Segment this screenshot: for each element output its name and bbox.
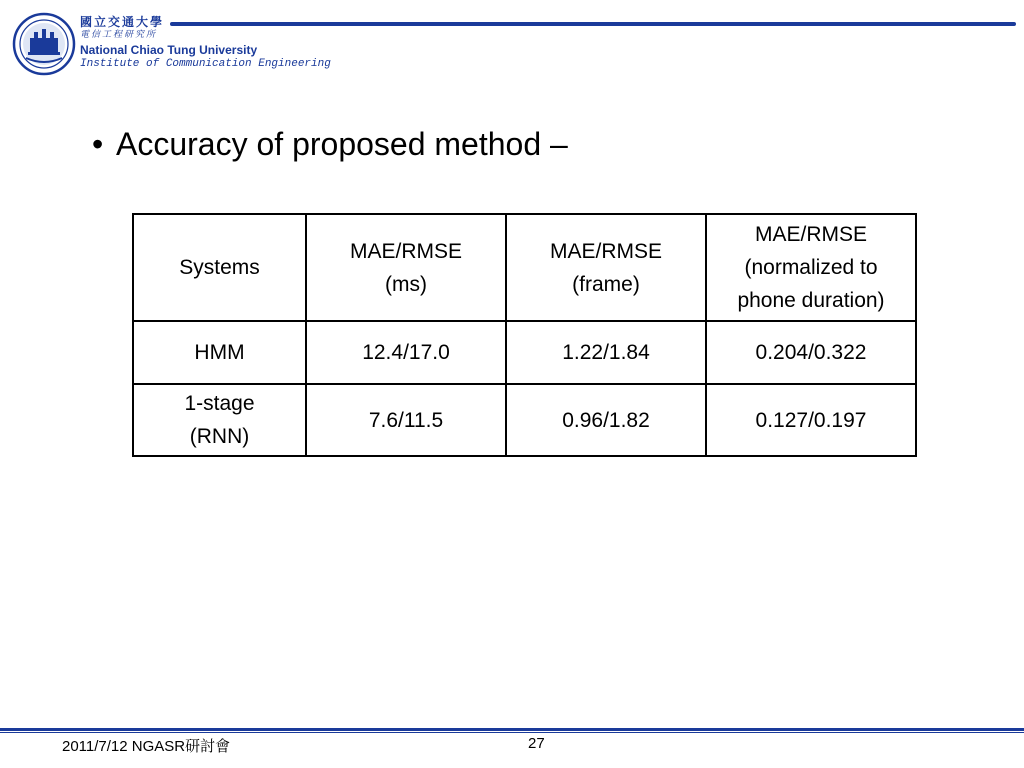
header-line: MAE/RMSE: [754, 223, 867, 246]
footer-divider: [0, 728, 1024, 731]
table-cell: [506, 321, 706, 384]
header-line: Systems: [179, 256, 260, 279]
footer-divider-thin: [0, 732, 1024, 733]
results-table: [132, 213, 917, 457]
university-english-name: National Chiao Tung University: [80, 43, 258, 57]
cell-line: (RNN): [189, 425, 250, 448]
table-cell: [306, 384, 506, 456]
cell-line: HMM: [194, 341, 245, 364]
header-line: (ms): [385, 272, 427, 296]
cell-line: 0.127/0.197: [755, 408, 867, 432]
header-line: (frame): [572, 272, 640, 296]
cell-line: 12.4/17.0: [362, 341, 450, 364]
header-line: MAE/RMSE: [349, 239, 462, 263]
header-cell: [506, 214, 706, 321]
cell-line: 1-stage: [184, 392, 255, 415]
table-cell: [706, 321, 916, 384]
page-number: 27: [528, 735, 545, 752]
header-cell: [133, 214, 306, 321]
university-chinese-name: 國立交通大學: [80, 15, 165, 29]
header-divider: [170, 22, 1016, 26]
table-row: [133, 321, 916, 384]
table-cell: [133, 321, 306, 384]
header-line: (normalized to: [744, 256, 878, 279]
footer-date-event: 2011/7/12 NGASR研討會: [62, 738, 231, 755]
university-logo: [12, 12, 76, 76]
table-cell: [706, 384, 916, 456]
cell-line: 1.22/1.84: [562, 341, 650, 364]
table-cell: [506, 384, 706, 456]
header-line: MAE/RMSE: [549, 239, 662, 263]
institute-chinese-name: 電信工程研究所: [80, 30, 158, 40]
table-cell: [133, 384, 306, 456]
cell-line: 7.6/11.5: [368, 408, 444, 432]
header-line: phone duration): [737, 289, 885, 312]
bullet-text: Accuracy of proposed method –: [116, 126, 568, 162]
cell-line: 0.204/0.322: [755, 341, 867, 364]
header-cell: [706, 214, 916, 321]
table-header-row: [133, 214, 916, 321]
table-row: [133, 384, 916, 456]
institute-english-name: Institute of Communication Engineering: [80, 58, 331, 70]
table-cell: [306, 321, 506, 384]
cell-line: 0.96/1.82: [562, 408, 650, 432]
bullet-icon: •: [92, 126, 104, 162]
header-cell: [306, 214, 506, 321]
bullet-point: [92, 126, 568, 163]
